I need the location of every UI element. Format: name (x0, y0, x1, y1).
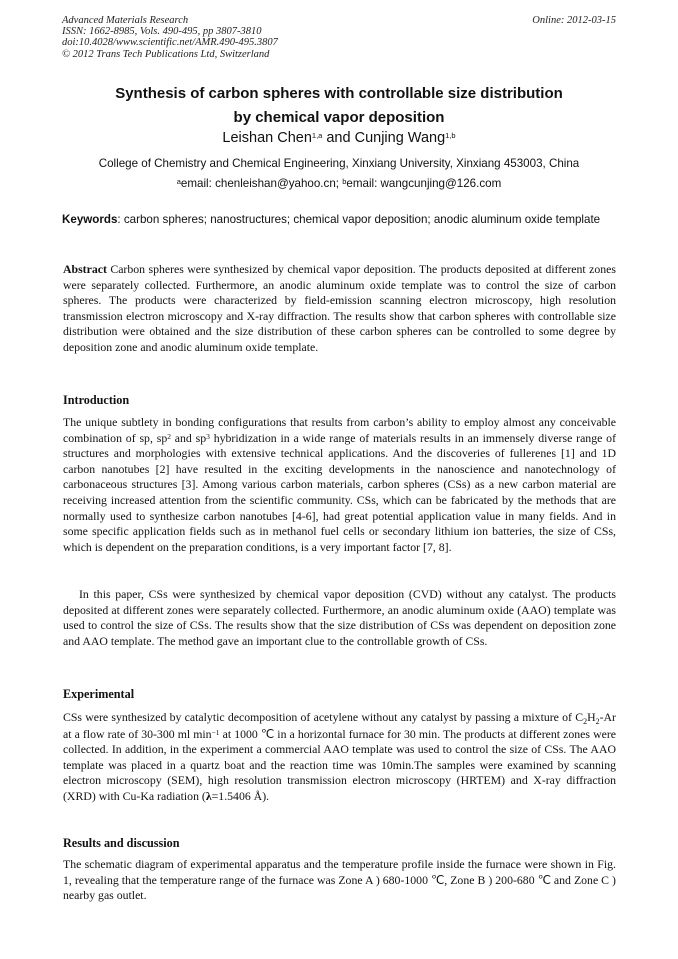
abstract (63, 262, 616, 356)
copyright-line: © 2012 Trans Tech Publications Ltd, Switzerland (62, 48, 270, 60)
email-b-marker: b (342, 177, 347, 186)
email-line (62, 176, 616, 192)
sp3-superscript: 3 (206, 431, 210, 441)
abstract-label: Abstract (63, 262, 107, 276)
sp2-superscript: 2 (167, 431, 171, 441)
exp-text-3: -Ar at a flow rate of 30-300 ml min (63, 710, 616, 741)
title-line-1: Synthesis of carbon spheres with controllable size distribution (115, 85, 563, 102)
online-date: Online: 2012-03-15 (532, 15, 616, 26)
affiliation: College of Chemistry and Chemical Engineering, Xinxiang University, Xinxiang 453003, China (98, 157, 580, 170)
email-a-marker: a (176, 177, 181, 186)
keywords (62, 212, 616, 228)
author-2: Cunjing Wang (354, 130, 446, 146)
author-conjunction: and (322, 130, 355, 146)
abstract-text: Carbon spheres were synthesized by chemical vapor deposition. The products deposited at different zones were separately collected. Furthermore, an anodic aluminum oxide template was to control the size of carbon spheres. The products were characterized by field-emission scanning electron microscopy, high resolution transmission electron microscopy and X-ray diffraction. The results show that carbon spheres with controllable size distribution were obtained and the size distribution of these carbon spheres can be controlled to some degree by deposition zone and anodic aluminum oxide template. (63, 262, 616, 354)
author-list (62, 128, 616, 148)
exp-sub-1: 2 (583, 717, 588, 726)
keywords-label: Keywords (62, 213, 118, 226)
email-b: email: wangcunjing@126.com (346, 177, 502, 190)
author-2-affil: 1,b (445, 131, 456, 140)
issn-line: ISSN: 1662-8985, Vols. 490-495, pp 3807-3810 (62, 26, 262, 38)
intro-text-c: hybridization in a wide range of materials results in an immensely diverse range of structures and morphologies with extensive technical applications. And the discoveries of fullerenes [1] and 1D carbon nanotubes [2] have resulted in the exciting developments in the nanoscience and nanotechnology of carbonaceous structures [3]. Among various carbon materials, carbon spheres (CSs) as a new carbon material are receiving increased attention from the scientific community. CSs, which can be fabricated by the methods that are normally used to synthesize carbon nanotubes [4-6], had great potential application value in many fields. And in some specific application fields such as in methanol fuel cells or secondary lithium ion batteries, the size of CSs, which is dependent on the preparation conditions, is a very important factor [7, 8]. (63, 430, 616, 554)
exp-text-5: =1.5406 Å). (211, 788, 270, 803)
intro-text-a: The unique subtlety in bonding configurations that results from carbon’s ability to employ almost any conceivable combination of sp, sp (63, 415, 616, 445)
author-1: Leishan Chen (222, 130, 312, 146)
keywords-text: : carbon spheres; nanostructures; chemical vapor deposition; anodic aluminum oxide template (117, 213, 601, 226)
exp-sub-2: 2 (595, 717, 600, 726)
introduction-paragraph-1 (63, 415, 616, 555)
paper-title (62, 82, 616, 130)
results-heading: Results and discussion (63, 836, 180, 850)
lambda-symbol: λ (205, 788, 212, 803)
experimental-paragraph (63, 710, 616, 805)
exp-text-2: H (587, 710, 596, 724)
title-line-2: by chemical vapor deposition (233, 109, 445, 126)
journal-header (62, 15, 616, 60)
exp-text-4: at 1000 ℃ in a horizontal furnace for 30 min. The products at different zones were collected. In addition, in the experiment a commercial AAO template was used to control the size of CSs. The AAO template was placed in a quartz boat and the reaction time was 10min.The samples were examined by scanning electron microscopy (SEM), high resolution transmission electron microscopy (HRTEM) and X-ray diffraction (XRD) with Cu-Ka radiation ( (63, 726, 616, 803)
exp-sup-1: −1 (211, 727, 220, 737)
email-a: email: chenleishan@yahoo.cn; (180, 177, 343, 190)
doi-line: doi:10.4028/www.scientific.net/AMR.490-495.3807 (62, 37, 278, 49)
results-paragraph: The schematic diagram of experimental apparatus and the temperature profile inside the furnace were shown in Fig. 1, revealing that the temperature range of the furnace was Zone A ) 680-1000 ℃, Zone B ) 200-680 ℃ and Zone C ) nearby gas outlet. (63, 857, 616, 903)
intro-text-b: and sp (170, 430, 207, 445)
experimental-heading: Experimental (63, 687, 135, 701)
introduction-paragraph-2: In this paper, CSs were synthesized by chemical vapor deposition (CVD) without any catalyst. The products deposited at different zones were separately collected. Furthermore, an anodic aluminum oxide (AAO) template was used to control the size of CSs. The results show that the size distribution of CSs was dependent on deposition zone and AAO template. The method gave an important clue to the controllable growth of CSs. (63, 587, 616, 648)
exp-text-1: CSs were synthesized by catalytic decomposition of acetylene without any catalyst by passing a mixture of C (63, 710, 584, 724)
journal-name: Advanced Materials Research (62, 15, 189, 26)
author-1-affil: 1,a (311, 131, 323, 140)
introduction-heading: Introduction (63, 393, 130, 407)
